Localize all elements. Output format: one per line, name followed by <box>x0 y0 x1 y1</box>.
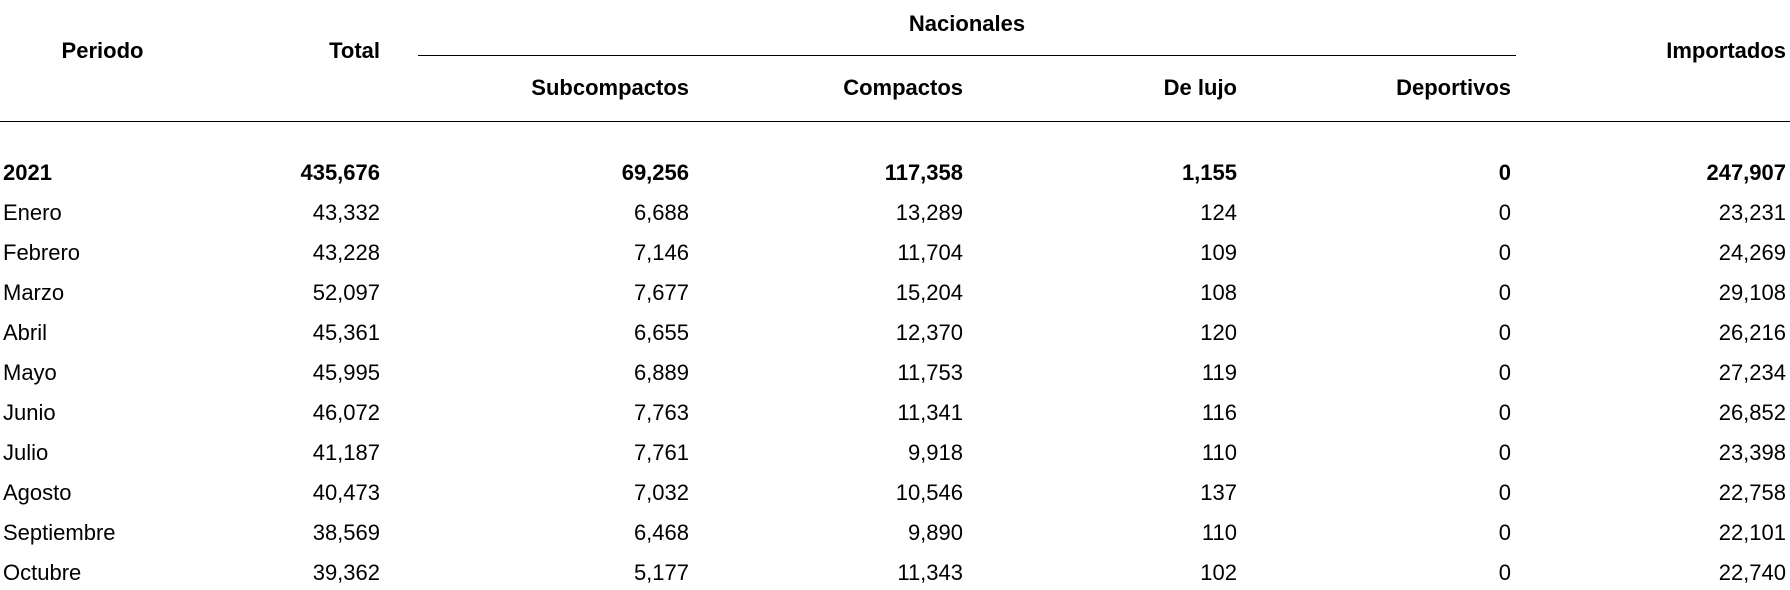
cell-subcompactos: 6,655 <box>633 320 689 345</box>
cell-periodo: 2021 <box>3 160 52 185</box>
cell-subcompactos: 7,146 <box>633 240 689 265</box>
cell-compactos: 9,918 <box>907 440 963 465</box>
cell-deportivos: 0 <box>1498 160 1511 185</box>
cell-importados: 22,758 <box>1718 480 1786 505</box>
cell-total: 40,473 <box>312 480 380 505</box>
header-total: Total <box>329 38 380 63</box>
cell-deportivos: 0 <box>1498 240 1511 265</box>
header-bottom-rule <box>0 121 1790 122</box>
cell-subcompactos: 6,889 <box>633 360 689 385</box>
cell-de-lujo: 120 <box>1200 320 1237 345</box>
cell-subcompactos: 7,032 <box>633 480 689 505</box>
cell-de-lujo: 116 <box>1201 400 1237 425</box>
cell-total: 38,569 <box>312 520 380 545</box>
cell-de-lujo: 109 <box>1200 240 1237 265</box>
cell-importados: 23,398 <box>1718 440 1786 465</box>
cell-deportivos: 0 <box>1498 520 1511 545</box>
cell-de-lujo: 137 <box>1200 480 1237 505</box>
cell-compactos: 12,370 <box>895 320 963 345</box>
cell-importados: 24,269 <box>1718 240 1786 265</box>
cell-periodo: Septiembre <box>3 520 116 545</box>
cell-compactos: 9,890 <box>907 520 963 545</box>
cell-compactos: 11,341 <box>897 400 963 425</box>
table-row <box>0 555 1790 590</box>
cell-total: 45,361 <box>312 320 380 345</box>
cell-importados: 22,101 <box>1718 520 1786 545</box>
cell-compactos: 11,343 <box>897 560 963 585</box>
cell-periodo: Marzo <box>3 280 65 305</box>
cell-deportivos: 0 <box>1498 360 1511 385</box>
cell-compactos: 10,546 <box>895 480 963 505</box>
cell-importados: 23,231 <box>1718 200 1786 225</box>
header-periodo: Periodo <box>61 38 144 63</box>
table-row <box>0 355 1790 390</box>
cell-periodo: Febrero <box>3 240 81 265</box>
cell-periodo: Junio <box>3 400 56 425</box>
cell-periodo: Mayo <box>3 360 57 385</box>
cell-subcompactos: 6,468 <box>633 520 689 545</box>
cell-compactos: 13,289 <box>895 200 963 225</box>
cell-importados: 247,907 <box>1706 160 1786 185</box>
cell-deportivos: 0 <box>1498 400 1511 425</box>
table-row <box>0 275 1790 310</box>
cell-subcompactos: 7,677 <box>633 280 689 305</box>
cell-subcompactos: 7,761 <box>633 440 689 465</box>
cell-deportivos: 0 <box>1498 320 1511 345</box>
header-subcompactos: Subcompactos <box>531 75 689 100</box>
table-row <box>0 395 1790 430</box>
header-deportivos: Deportivos <box>1396 75 1511 100</box>
cell-periodo: Julio <box>3 440 49 465</box>
cell-total: 43,332 <box>312 200 380 225</box>
cell-importados: 22,740 <box>1718 560 1786 585</box>
cell-importados: 29,108 <box>1718 280 1786 305</box>
cell-compactos: 11,753 <box>897 360 963 385</box>
cell-de-lujo: 119 <box>1201 360 1237 385</box>
cell-periodo: Abril <box>3 320 48 345</box>
cell-subcompactos: 69,256 <box>621 160 689 185</box>
cell-total: 46,072 <box>312 400 380 425</box>
cell-importados: 27,234 <box>1718 360 1786 385</box>
cell-de-lujo: 110 <box>1201 440 1237 465</box>
table-row <box>0 515 1790 550</box>
cell-importados: 26,852 <box>1718 400 1786 425</box>
cell-total: 435,676 <box>300 160 380 185</box>
cell-compactos: 15,204 <box>895 280 963 305</box>
table-row <box>0 195 1790 230</box>
nacionales-group-rule <box>418 55 1516 56</box>
header-nacionales: Nacionales <box>908 11 1026 36</box>
cell-de-lujo: 102 <box>1200 560 1237 585</box>
table-row <box>0 435 1790 470</box>
cell-deportivos: 0 <box>1498 480 1511 505</box>
cell-total: 41,187 <box>312 440 380 465</box>
cell-deportivos: 0 <box>1498 200 1511 225</box>
cell-periodo: Agosto <box>3 480 72 505</box>
header-importados: Importados <box>1666 38 1786 63</box>
table-row <box>0 235 1790 270</box>
cell-deportivos: 0 <box>1498 560 1511 585</box>
cell-total: 43,228 <box>312 240 380 265</box>
cell-periodo: Enero <box>3 200 62 225</box>
cell-de-lujo: 108 <box>1200 280 1237 305</box>
cell-de-lujo: 110 <box>1201 520 1237 545</box>
cell-de-lujo: 1,155 <box>1181 160 1237 185</box>
cell-compactos: 117,358 <box>884 160 963 185</box>
cell-total: 45,995 <box>312 360 380 385</box>
cell-subcompactos: 6,688 <box>633 200 689 225</box>
table-row <box>0 315 1790 350</box>
table-row <box>0 475 1790 510</box>
cell-de-lujo: 124 <box>1200 200 1237 225</box>
cell-total: 39,362 <box>312 560 380 585</box>
cell-subcompactos: 5,177 <box>633 560 689 585</box>
cell-periodo: Octubre <box>3 560 82 585</box>
cell-compactos: 11,704 <box>897 240 963 265</box>
cell-subcompactos: 7,763 <box>633 400 689 425</box>
cell-deportivos: 0 <box>1498 440 1511 465</box>
table-row-year-total <box>0 155 1790 190</box>
header-compactos: Compactos <box>843 75 963 100</box>
cell-deportivos: 0 <box>1498 280 1511 305</box>
header-de-lujo: De lujo <box>1163 75 1237 100</box>
cell-importados: 26,216 <box>1718 320 1786 345</box>
cell-total: 52,097 <box>312 280 380 305</box>
